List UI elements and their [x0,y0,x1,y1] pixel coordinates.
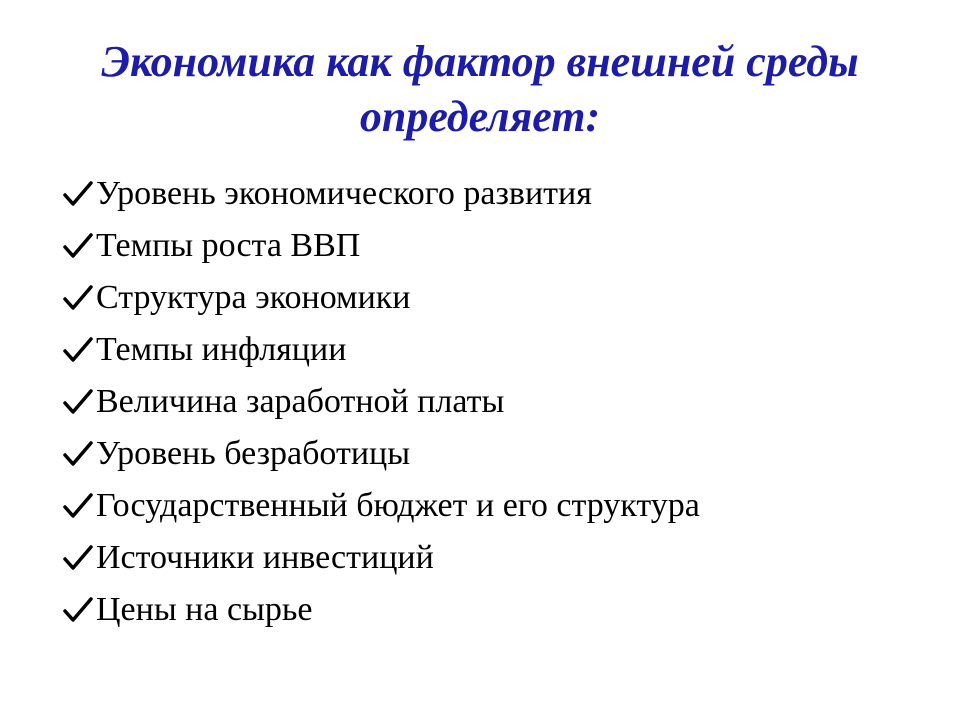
bullet-list [62,168,700,636]
list-item [62,168,700,220]
list-item-text: Темпы роста ВВП [96,227,361,264]
list-item [62,480,700,532]
checkmark-icon [62,387,94,417]
list-item [62,220,700,272]
checkmark-icon [62,283,94,313]
list-item-text: Структура экономики [96,279,411,316]
list-item [62,428,700,480]
slide-title-line-2: определяет: [359,92,601,141]
list-item-text: Уровень безработицы [96,435,411,472]
checkmark-icon [62,231,94,261]
checkmark-icon [62,179,94,209]
list-item [62,272,700,324]
list-item [62,584,700,636]
checkmark-icon [62,491,94,521]
list-item-text: Государственный бюджет и его структура [96,487,700,524]
list-item-text: Источники инвестиций [96,539,434,576]
list-item [62,532,700,584]
list-item-text: Темпы инфляции [96,331,347,368]
checkmark-icon [62,439,94,469]
list-item [62,324,700,376]
slide-title-line-1: Экономика как фактор внешней среды [101,37,859,86]
checkmark-icon [62,335,94,365]
list-item-text: Уровень экономического развития [96,175,592,212]
checkmark-icon [62,543,94,573]
list-item [62,376,700,428]
slide-title [40,34,920,144]
list-item-text: Величина заработной платы [96,383,505,420]
checkmark-icon [62,595,94,625]
list-item-text: Цены на сырье [96,591,313,628]
